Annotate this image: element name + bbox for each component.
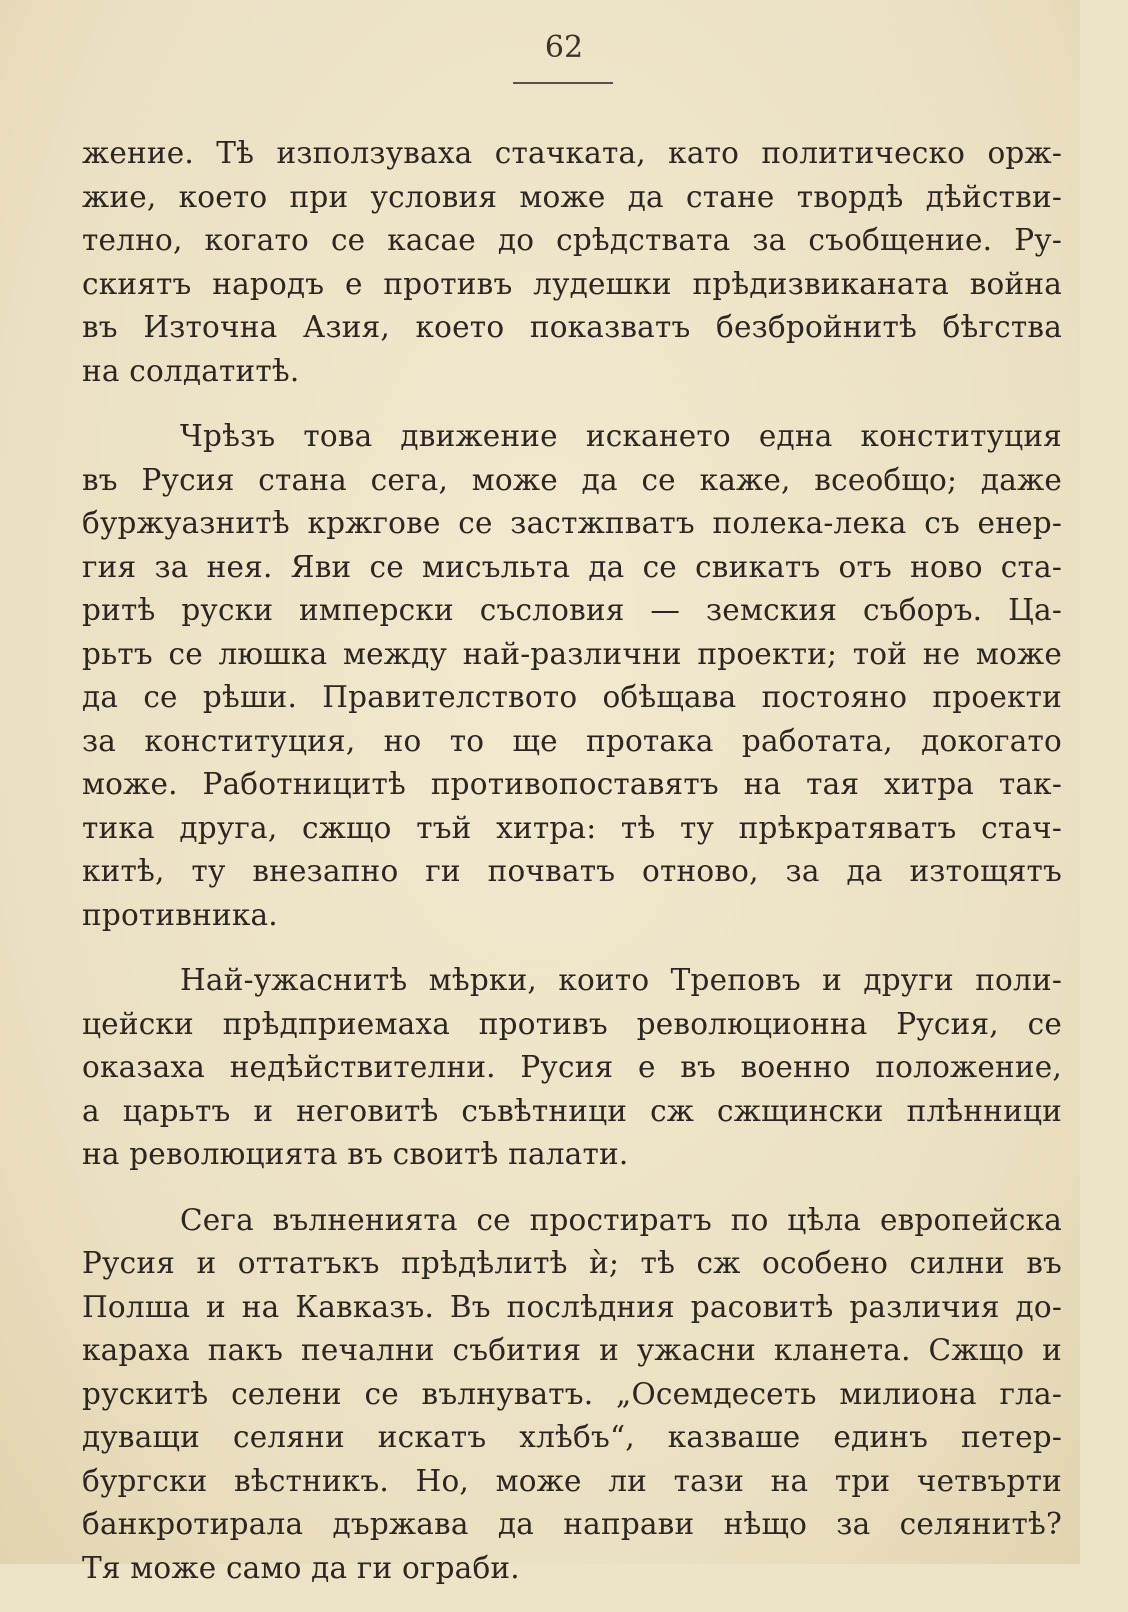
text-line: буржуазнитѣ кржгове се застжпватъ полека-лека съ енер- (82, 506, 1062, 540)
text-line: въ Русия стана сега, може да се каже, всеобщо; даже (82, 462, 1062, 497)
header-rule (513, 82, 613, 84)
text-line: Тя може само да ги ограби. (82, 1550, 520, 1585)
text-line: оказаха недѣйствителни. Русия е въ военно положение, (82, 1050, 1062, 1084)
text-line: Най-ужаснитѣ мѣрки, които Треповъ и други поли- (180, 963, 1062, 997)
paragraph-3 (82, 959, 1062, 1177)
text-line: цейски прѣдприемаха противъ революционна Русия, се (82, 1006, 1062, 1041)
text-line: да се рѣши. Правителството обѣщава постояно проекти (82, 680, 1062, 714)
text-line: телно, когато се касае до срѣдствата за съобщение. Ру- (82, 223, 1062, 257)
text-line: Русия и оттатъкъ прѣдѣлитѣ ѝ; тѣ сж особено силни въ (82, 1246, 1062, 1280)
paragraph-1 (82, 132, 1062, 393)
text-line: ритѣ руски имперски съсловия — земския съборъ. Ца- (82, 593, 1062, 627)
paragraph-2 (82, 415, 1062, 937)
text-line: Чрѣзъ това движение искането една конституция (180, 419, 1062, 453)
text-line: скиятъ народъ е противъ лудешки прѣдизвиканата война (82, 266, 1062, 301)
text-line: рускитѣ селени се вълнуватъ. „Осемдесеть милиона гла- (82, 1376, 1062, 1411)
text-line: въ Източна Азия, което показватъ безбройнитѣ бѣгства (82, 310, 1062, 344)
text-line: Сега вълненията се простиратъ по цѣла европейска (180, 1202, 1062, 1237)
text-line: тика друга, сжщо тъй хитра: тѣ ту прѣкратяватъ стач- (82, 810, 1062, 845)
text-line: гия за нея. Яви се мисъльта да се свикатъ отъ ново ста- (82, 549, 1062, 584)
text-line: рьтъ се люшка между най-различни проекти; той не може (82, 636, 1062, 671)
text-line: дуващи селяни искатъ хлѣбъ“, казваше единъ петер- (82, 1420, 1062, 1454)
text-line: китѣ, ту внезапно ги почватъ отново, за да изтощятъ (82, 854, 1062, 888)
text-line: за конституция, но то ще протака работата, докогато (82, 723, 1062, 758)
text-line: бургски вѣстникъ. Но, може ли тази на три четвърти (82, 1463, 1062, 1498)
body-text (82, 132, 1062, 1612)
text-line: Полша и на Кавказъ. Въ послѣдния расовитѣ различия до- (82, 1289, 1062, 1324)
text-line: противника. (82, 897, 278, 932)
text-line: на солдатитѣ. (82, 353, 300, 388)
text-line: а царьтъ и неговитѣ съвѣтници сж сжщински плѣнници (82, 1093, 1062, 1128)
text-line: може. Работницитѣ противопоставятъ на тая хитра так- (82, 767, 1062, 801)
page-number: 62 (544, 30, 584, 65)
text-line: банкротирала държава да направи нѣщо за селянитѣ? (82, 1507, 1062, 1541)
text-line: жение. Тѣ използуваха стачката, като политическо орж- (82, 136, 1062, 170)
paragraph-4 (82, 1199, 1062, 1591)
text-line: караха пакъ печални събития и ужасни кланета. Сжщо и (82, 1333, 1062, 1367)
text-line: жие, което при условия може да стане твордѣ дѣйстви- (82, 179, 1062, 214)
text-line: на революцията въ своитѣ палати. (82, 1137, 629, 1171)
